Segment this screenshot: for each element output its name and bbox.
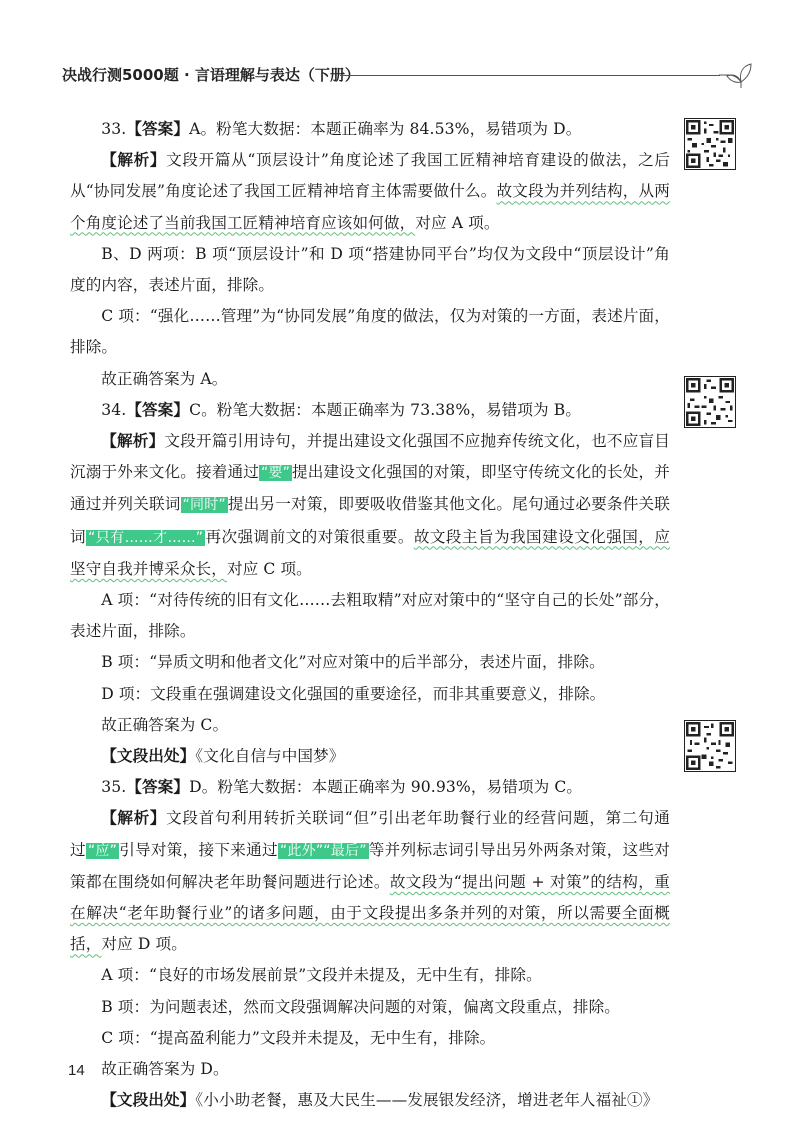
q33-option-bd: B、D 两项：B 项“顶层设计”和 D 项“搭建协同平台”均仅为文段中“顶层设计”角度的内容，表述片面，排除。 <box>70 244 670 295</box>
q33-option-c: C 项：“强化……管理”为“协同发展”角度的做法，仅为对策的一方面，表述片面，排除。 <box>70 307 670 357</box>
qr-code-q35[interactable] <box>684 720 736 772</box>
q35-analysis: 【解析】文段首句利用转折关联词“但”引出老年助餐行业的经营问题，第二句通过 “应” 引导对策，接下来通过 “此外”“最后” 等并列标志词引导出另外两条对策，这些对策都在围绕如何解决老年助餐问题进行论述。故文段为“提出问题 + 对策”的结构，重在解决“老年助餐行业”的诸多问题，由于文段提出多条并列的对策，所以需要全面概括，对应 D 项。 <box>70 809 671 954</box>
q34-option-b: B 项：“异质文明和他者文化”对应对策中的后半部分，表述片面，排除。 <box>101 653 605 672</box>
highlight-keyword: “只有……才……” <box>88 529 204 546</box>
qr-code-q34[interactable] <box>684 376 736 428</box>
highlight-keyword: “要” <box>261 465 290 482</box>
q35-option-a: A 项：“良好的市场发展前景”文段并未提及，无中生有，排除。 <box>101 966 542 985</box>
highlight-keyword: “同时” <box>182 497 226 514</box>
q34-answer: 34.【答案】C。粉笔大数据：本题正确率为 73.38%，易错项为 B。 <box>101 400 582 419</box>
q34-analysis: 【解析】文段开篇引用诗句，并提出建设文化强国不应抛弃传统文化，也不应盲目沉溺于外来文化。接着通过 “要” 提出建设文化强国的对策，即坚守传统文化的长处，并通过并列关联词 “同时” 提出另一对策，即要吸收借鉴其他文化。尾句通过必要条件关联词 “只有……才……” 再次强调前文的对策很重要。故文段主旨为我国建设文化强国，应坚守自我并博采众长，对应 C 项。 <box>70 432 671 578</box>
q35-source: 【文段出处】《小小助老餐，惠及大民生——发展银发经济，增进老年人福祉①》 <box>101 1091 659 1110</box>
sprout-icon <box>717 60 753 90</box>
q35-option-b: B 项：为问题表述，然而文段强调解决问题的对策，偏离文段重点，排除。 <box>101 997 621 1016</box>
q35-answer: 35.【答案】D。粉笔大数据：本题正确率为 90.93%，易错项为 C。 <box>101 778 583 797</box>
q34-source: 【文段出处】《文化自信与中国梦》 <box>101 747 345 766</box>
answer-content <box>70 114 670 1117</box>
highlight-keyword: “此外”“最后” <box>279 842 367 859</box>
running-header <box>62 60 752 90</box>
q33-analysis: 【解析】文段开篇从“顶层设计”角度论述了我国工匠精神培育建设的做法，之后从“协同发展”角度论述了我国工匠精神培育主体需要做什么。故文段为并列结构，从两个角度论述了当前我国工匠精神培育应该如何做，对应 A 项。 <box>70 151 670 232</box>
qr-code-q33[interactable] <box>684 118 736 170</box>
page-number: 14 <box>68 1062 85 1079</box>
q34-conclusion: 故正确答案为 C。 <box>101 715 229 734</box>
q33-conclusion: 故正确答案为 A。 <box>101 369 228 388</box>
highlight-keyword: “应” <box>87 842 118 859</box>
header-rule <box>340 75 720 76</box>
q35-conclusion: 故正确答案为 D。 <box>101 1060 229 1079</box>
book-title: 决战行测5000题 · 言语理解与表达（下册） <box>62 66 360 84</box>
q34-option-a: A 项：“对待传统的旧有文化……去粗取精”对应对策中的“坚守自己的长处”部分，表述片面，排除。 <box>70 591 670 641</box>
q33-answer: 33.【答案】A。粉笔大数据：本题正确率为 84.53%，易错项为 D。 <box>101 120 582 138</box>
q34-option-d: D 项：文段重在强调建设文化强国的重要途径，而非其重要意义，排除。 <box>101 684 606 703</box>
q35-option-c: C 项：“提高盈利能力”文段并未提及，无中生有，排除。 <box>101 1028 496 1047</box>
